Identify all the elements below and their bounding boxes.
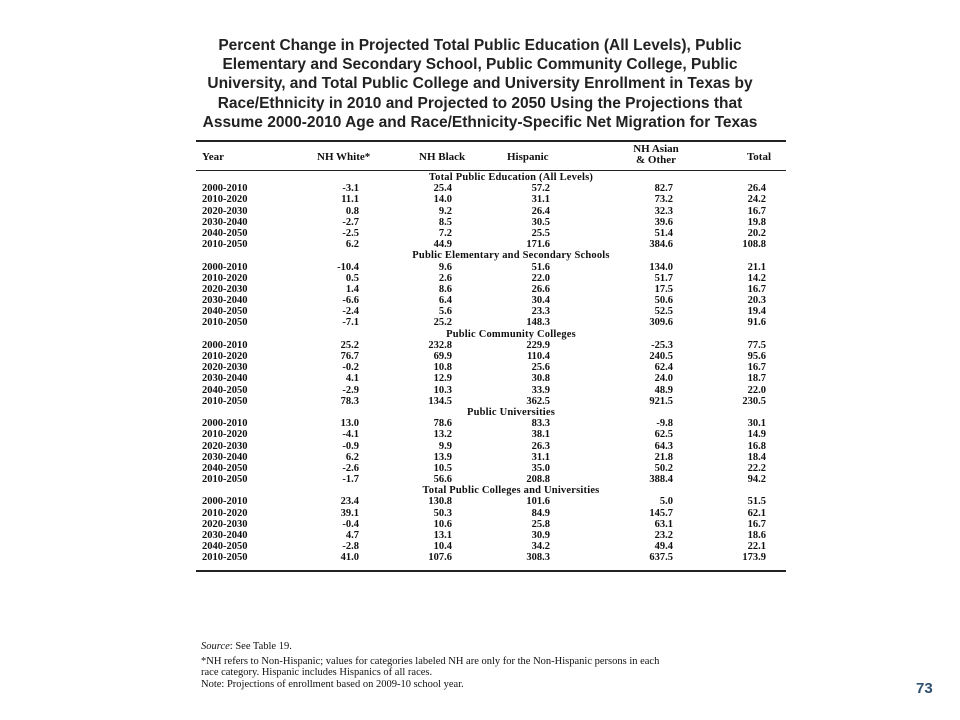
cell-nh-asian-other: 145.7 bbox=[649, 507, 673, 519]
cell-nh-asian-other: 388.4 bbox=[649, 474, 673, 486]
table-row bbox=[196, 429, 786, 440]
cell-total: 16.7 bbox=[747, 518, 766, 530]
cell-year: 2020-2030 bbox=[202, 440, 248, 452]
cell-year: 2040-2050 bbox=[202, 227, 248, 239]
cell-total: 173.9 bbox=[742, 552, 766, 564]
cell-total: 18.6 bbox=[747, 530, 766, 541]
table-row bbox=[196, 452, 786, 463]
cell-nh-white: 1.4 bbox=[345, 283, 359, 295]
source-note bbox=[201, 641, 781, 653]
table-row bbox=[196, 351, 786, 362]
table-row bbox=[196, 183, 786, 194]
cell-nh-black: 10.4 bbox=[433, 541, 452, 553]
cell-nh-asian-other: 64.3 bbox=[654, 440, 673, 452]
cell-nh-black: 14.0 bbox=[433, 194, 452, 206]
table-row bbox=[196, 206, 786, 217]
cell-nh-black: 9.2 bbox=[438, 205, 452, 217]
cell-total: 30.1 bbox=[747, 418, 766, 430]
source-text: : See Table 19. bbox=[229, 641, 292, 652]
cell-nh-asian-other: 39.6 bbox=[654, 216, 673, 228]
cell-nh-asian-other: 32.3 bbox=[654, 205, 673, 217]
cell-year: 2020-2030 bbox=[202, 205, 248, 217]
projection-note: Note: Projections of enrollment based on 2009-10 school year. bbox=[201, 678, 464, 690]
cell-hispanic: 229.9 bbox=[526, 339, 550, 351]
cell-total: 21.1 bbox=[747, 261, 766, 273]
cell-nh-black: 10.3 bbox=[433, 384, 452, 396]
cell-year: 2030-2040 bbox=[202, 295, 248, 307]
cell-year: 2040-2050 bbox=[202, 384, 248, 396]
cell-nh-black: 9.6 bbox=[438, 261, 452, 273]
cell-total: 16.8 bbox=[747, 440, 766, 452]
cell-year: 2040-2050 bbox=[202, 306, 248, 318]
cell-nh-white: 11.1 bbox=[341, 194, 359, 206]
page-number: 73 bbox=[916, 680, 933, 697]
cell-nh-asian-other: 17.5 bbox=[654, 283, 673, 295]
cell-total: 77.5 bbox=[747, 339, 766, 351]
cell-year: 2020-2030 bbox=[202, 518, 248, 530]
cell-nh-black: 232.8 bbox=[428, 339, 452, 351]
cell-nh-asian-other: -9.8 bbox=[656, 418, 673, 430]
table-row bbox=[196, 217, 786, 228]
cell-total: 22.2 bbox=[747, 462, 766, 474]
cell-hispanic: 30.8 bbox=[531, 373, 550, 385]
cell-hispanic: 51.6 bbox=[531, 261, 550, 273]
table-row bbox=[196, 262, 786, 273]
header-nh-asian bbox=[626, 144, 686, 166]
cell-hispanic: 26.3 bbox=[531, 440, 550, 452]
table-row bbox=[196, 508, 786, 519]
cell-year: 2010-2020 bbox=[202, 351, 248, 362]
cell-nh-asian-other: 309.6 bbox=[649, 317, 673, 329]
cell-year: 2000-2010 bbox=[202, 496, 248, 508]
table-row bbox=[196, 295, 786, 306]
cell-nh-white: -2.5 bbox=[342, 227, 359, 239]
cell-nh-asian-other: 49.4 bbox=[654, 541, 673, 553]
table-row bbox=[196, 474, 786, 485]
table-row bbox=[196, 541, 786, 552]
cell-nh-white: -1.7 bbox=[342, 474, 359, 486]
cell-nh-white: 13.0 bbox=[340, 418, 359, 430]
cell-nh-asian-other: 48.9 bbox=[654, 384, 673, 396]
cell-hispanic: 33.9 bbox=[531, 384, 550, 396]
cell-total: 19.4 bbox=[747, 306, 766, 318]
cell-nh-black: 130.8 bbox=[428, 496, 452, 508]
cell-total: 95.6 bbox=[747, 351, 766, 362]
section-title: Total Public Education (All Levels) bbox=[428, 172, 594, 183]
section-title: Public Community Colleges bbox=[446, 328, 576, 340]
cell-hispanic: 171.6 bbox=[526, 239, 550, 251]
cell-nh-black: 12.9 bbox=[433, 373, 452, 385]
table-row bbox=[196, 194, 786, 205]
cell-nh-white: -0.2 bbox=[342, 362, 359, 374]
cell-nh-black: 7.2 bbox=[438, 227, 452, 239]
cell-total: 91.6 bbox=[747, 317, 766, 329]
cell-nh-white: 76.7 bbox=[340, 351, 359, 362]
title-line: Elementary and Secondary School, Public Community College, Public bbox=[222, 56, 738, 74]
cell-total: 20.2 bbox=[747, 227, 766, 239]
cell-nh-black: 13.2 bbox=[433, 429, 452, 441]
cell-nh-white: -2.8 bbox=[342, 541, 359, 553]
table-row bbox=[196, 496, 786, 507]
cell-hispanic: 30.4 bbox=[531, 295, 550, 307]
table-row bbox=[196, 340, 786, 351]
cell-nh-white: -4.1 bbox=[342, 429, 359, 441]
cell-total: 20.3 bbox=[747, 295, 766, 307]
cell-total: 14.9 bbox=[747, 429, 766, 441]
cell-year: 2020-2030 bbox=[202, 362, 248, 374]
cell-hispanic: 26.4 bbox=[531, 205, 550, 217]
cell-total: 14.2 bbox=[747, 272, 766, 284]
cell-year: 2030-2040 bbox=[202, 451, 248, 463]
cell-nh-black: 134.5 bbox=[428, 395, 452, 407]
cell-nh-white: -2.7 bbox=[342, 216, 359, 228]
cell-nh-white: 41.0 bbox=[340, 552, 359, 564]
cell-nh-black: 25.4 bbox=[433, 183, 452, 195]
cell-hispanic: 25.8 bbox=[531, 518, 550, 530]
cell-total: 18.7 bbox=[747, 373, 766, 385]
table-row bbox=[196, 441, 786, 452]
table-row bbox=[196, 530, 786, 541]
cell-nh-asian-other: 51.7 bbox=[654, 272, 673, 284]
cell-nh-black: 10.6 bbox=[433, 518, 452, 530]
table-row bbox=[196, 385, 786, 396]
table-row bbox=[196, 273, 786, 284]
cell-total: 24.2 bbox=[747, 194, 766, 206]
cell-hispanic: 308.3 bbox=[526, 552, 550, 564]
title-line: Assume 2000-2010 Age and Race/Ethnicity-Specific Net Migration for Texas bbox=[202, 113, 758, 131]
cell-total: 18.4 bbox=[747, 451, 766, 463]
cell-nh-asian-other: 50.2 bbox=[654, 462, 673, 474]
cell-hispanic: 148.3 bbox=[526, 317, 550, 329]
cell-nh-black: 69.9 bbox=[433, 351, 452, 362]
table-row bbox=[196, 362, 786, 373]
cell-year: 2000-2010 bbox=[202, 339, 248, 351]
cell-nh-white: 6.2 bbox=[345, 451, 359, 463]
cell-year: 2010-2050 bbox=[202, 552, 248, 564]
cell-nh-white: -0.9 bbox=[342, 440, 359, 452]
cell-nh-white: -6.6 bbox=[342, 295, 359, 307]
cell-hispanic: 30.9 bbox=[531, 530, 550, 541]
cell-nh-asian-other: 5.0 bbox=[659, 496, 673, 508]
cell-year: 2010-2020 bbox=[202, 429, 248, 441]
cell-year: 2010-2020 bbox=[202, 507, 248, 519]
cell-hispanic: 25.6 bbox=[531, 362, 550, 374]
table-row bbox=[196, 463, 786, 474]
cell-year: 2010-2050 bbox=[202, 395, 248, 407]
table-row bbox=[196, 317, 786, 328]
table-row bbox=[196, 239, 786, 250]
table-row bbox=[196, 418, 786, 429]
title-line: Race/Ethnicity in 2010 and Projected to 2050 Using the Projections that bbox=[217, 94, 743, 112]
table-row bbox=[196, 373, 786, 384]
cell-year: 2010-2050 bbox=[202, 239, 248, 251]
cell-hispanic: 30.5 bbox=[531, 216, 550, 228]
cell-hispanic: 101.6 bbox=[526, 496, 550, 508]
cell-hispanic: 208.8 bbox=[526, 474, 550, 486]
cell-nh-white: -2.6 bbox=[342, 462, 359, 474]
cell-nh-black: 13.9 bbox=[433, 451, 452, 463]
table-bottom-rule bbox=[196, 570, 786, 572]
cell-hispanic: 34.2 bbox=[531, 541, 550, 553]
cell-hispanic: 57.2 bbox=[531, 183, 550, 195]
cell-nh-white: -2.9 bbox=[342, 384, 359, 396]
table-body bbox=[196, 171, 786, 564]
cell-nh-asian-other: 62.4 bbox=[654, 362, 673, 374]
header-year: Year bbox=[202, 151, 224, 163]
cell-nh-asian-other: 62.5 bbox=[654, 429, 673, 441]
cell-nh-black: 56.6 bbox=[433, 474, 452, 486]
cell-nh-asian-other: 73.2 bbox=[654, 194, 673, 206]
cell-nh-asian-other: 384.6 bbox=[649, 239, 673, 251]
cell-total: 108.8 bbox=[742, 239, 766, 251]
cell-hispanic: 38.1 bbox=[531, 429, 550, 441]
cell-year: 2000-2010 bbox=[202, 261, 248, 273]
cell-year: 2040-2050 bbox=[202, 541, 248, 553]
cell-nh-asian-other: 63.1 bbox=[654, 518, 673, 530]
cell-total: 51.5 bbox=[747, 496, 766, 508]
header-total: Total bbox=[746, 151, 771, 163]
cell-nh-asian-other: 21.8 bbox=[654, 451, 673, 463]
cell-nh-white: 4.1 bbox=[345, 373, 359, 385]
cell-total: 16.7 bbox=[747, 283, 766, 295]
cell-year: 2000-2010 bbox=[202, 418, 248, 430]
cell-nh-white: 0.8 bbox=[345, 205, 359, 217]
title-line: University, and Total Public College and University Enrollment in Texas by bbox=[207, 75, 753, 93]
cell-year: 2040-2050 bbox=[202, 462, 248, 474]
footnote-line: *NH refers to Non-Hispanic; values for categories labeled NH are only for the Non-Hispanic persons in each bbox=[201, 655, 660, 667]
cell-total: 26.4 bbox=[747, 183, 766, 195]
source-label: Source bbox=[201, 641, 230, 652]
cell-nh-black: 25.2 bbox=[433, 317, 452, 329]
cell-nh-asian-other: 50.6 bbox=[654, 295, 673, 307]
cell-hispanic: 362.5 bbox=[526, 395, 550, 407]
cell-nh-white: -0.4 bbox=[342, 518, 359, 530]
cell-nh-black: 44.9 bbox=[433, 239, 452, 251]
cell-nh-white: -2.4 bbox=[342, 306, 359, 318]
cell-nh-white: 23.4 bbox=[340, 496, 359, 508]
cell-nh-asian-other: 921.5 bbox=[649, 395, 673, 407]
document-title bbox=[180, 36, 780, 132]
table-row bbox=[196, 552, 786, 563]
cell-year: 2010-2050 bbox=[202, 474, 248, 486]
header-nh-black: NH Black bbox=[419, 151, 466, 163]
cell-nh-black: 78.6 bbox=[433, 418, 452, 430]
cell-total: 62.1 bbox=[747, 507, 766, 519]
cell-total: 94.2 bbox=[747, 474, 766, 486]
cell-hispanic: 84.9 bbox=[531, 507, 550, 519]
cell-nh-black: 8.5 bbox=[438, 216, 452, 228]
footnote-line: race category. Hispanic includes Hispanics of all races. bbox=[201, 667, 433, 678]
cell-hispanic: 25.5 bbox=[531, 227, 550, 239]
cell-nh-asian-other: 24.0 bbox=[654, 373, 673, 385]
cell-hispanic: 31.1 bbox=[531, 451, 550, 463]
table-row bbox=[196, 228, 786, 239]
cell-nh-black: 2.6 bbox=[438, 272, 452, 284]
cell-year: 2010-2020 bbox=[202, 272, 248, 284]
cell-nh-black: 10.5 bbox=[433, 462, 452, 474]
cell-nh-white: 39.1 bbox=[340, 507, 359, 519]
cell-year: 2030-2040 bbox=[202, 216, 248, 228]
cell-total: 22.1 bbox=[747, 541, 766, 553]
table-row bbox=[196, 306, 786, 317]
cell-nh-black: 50.3 bbox=[433, 507, 452, 519]
cell-year: 2010-2050 bbox=[202, 317, 248, 329]
cell-nh-black: 13.1 bbox=[433, 530, 452, 541]
cell-nh-asian-other: 637.5 bbox=[649, 552, 673, 564]
cell-nh-white: -10.4 bbox=[337, 261, 359, 273]
cell-hispanic: 31.1 bbox=[531, 194, 550, 206]
cell-hispanic: 83.3 bbox=[531, 418, 550, 430]
title-line: Percent Change in Projected Total Public Education (All Levels), Public bbox=[218, 37, 742, 54]
cell-nh-black: 8.6 bbox=[438, 283, 452, 295]
table-row bbox=[196, 396, 786, 407]
cell-nh-white: 78.3 bbox=[340, 395, 359, 407]
cell-nh-asian-other: 51.4 bbox=[654, 227, 673, 239]
table-row bbox=[196, 519, 786, 530]
cell-hispanic: 110.4 bbox=[526, 351, 550, 362]
table-notes bbox=[201, 641, 781, 690]
cell-hispanic: 35.0 bbox=[531, 462, 550, 474]
cell-total: 19.8 bbox=[747, 216, 766, 228]
cell-year: 2000-2010 bbox=[202, 183, 248, 195]
cell-nh-white: 0.5 bbox=[345, 272, 359, 284]
cell-nh-black: 5.6 bbox=[438, 306, 452, 318]
cell-nh-white: 25.2 bbox=[340, 339, 359, 351]
cell-nh-white: -7.1 bbox=[342, 317, 359, 329]
header-hispanic: Hispanic bbox=[507, 151, 549, 163]
cell-nh-asian-other: -25.3 bbox=[651, 339, 673, 351]
cell-year: 2030-2040 bbox=[202, 530, 248, 541]
header-nh-asian-line2: & Other bbox=[635, 154, 676, 166]
cell-total: 230.5 bbox=[742, 395, 766, 407]
section-title: Total Public Colleges and Universities bbox=[422, 485, 600, 497]
cell-nh-white: 6.2 bbox=[345, 239, 359, 251]
cell-total: 16.7 bbox=[747, 205, 766, 217]
cell-nh-asian-other: 52.5 bbox=[654, 306, 673, 318]
table-row bbox=[196, 284, 786, 295]
section-title: Public Elementary and Secondary Schools bbox=[412, 250, 610, 262]
table-header bbox=[196, 142, 786, 170]
cell-total: 16.7 bbox=[747, 362, 766, 374]
cell-hispanic: 26.6 bbox=[531, 283, 550, 295]
header-nh-asian-line1: NH Asian bbox=[633, 143, 679, 155]
enrollment-table bbox=[196, 140, 786, 572]
cell-nh-black: 9.9 bbox=[438, 440, 452, 452]
cell-year: 2020-2030 bbox=[202, 283, 248, 295]
cell-year: 2010-2020 bbox=[202, 194, 248, 206]
cell-nh-asian-other: 134.0 bbox=[649, 261, 673, 273]
cell-nh-white: -3.1 bbox=[342, 183, 359, 195]
cell-nh-asian-other: 23.2 bbox=[654, 530, 673, 541]
cell-nh-black: 6.4 bbox=[438, 295, 452, 307]
cell-nh-white: 4.7 bbox=[345, 530, 359, 541]
cell-nh-black: 10.8 bbox=[433, 362, 452, 374]
cell-total: 22.0 bbox=[747, 384, 766, 396]
cell-nh-asian-other: 82.7 bbox=[654, 183, 673, 195]
cell-year: 2030-2040 bbox=[202, 373, 248, 385]
cell-nh-asian-other: 240.5 bbox=[649, 351, 673, 362]
section-title: Public Universities bbox=[466, 406, 556, 418]
cell-hispanic: 22.0 bbox=[531, 272, 550, 284]
header-nh-white: NH White* bbox=[317, 151, 371, 163]
cell-hispanic: 23.3 bbox=[531, 306, 550, 318]
cell-nh-black: 107.6 bbox=[428, 552, 452, 564]
